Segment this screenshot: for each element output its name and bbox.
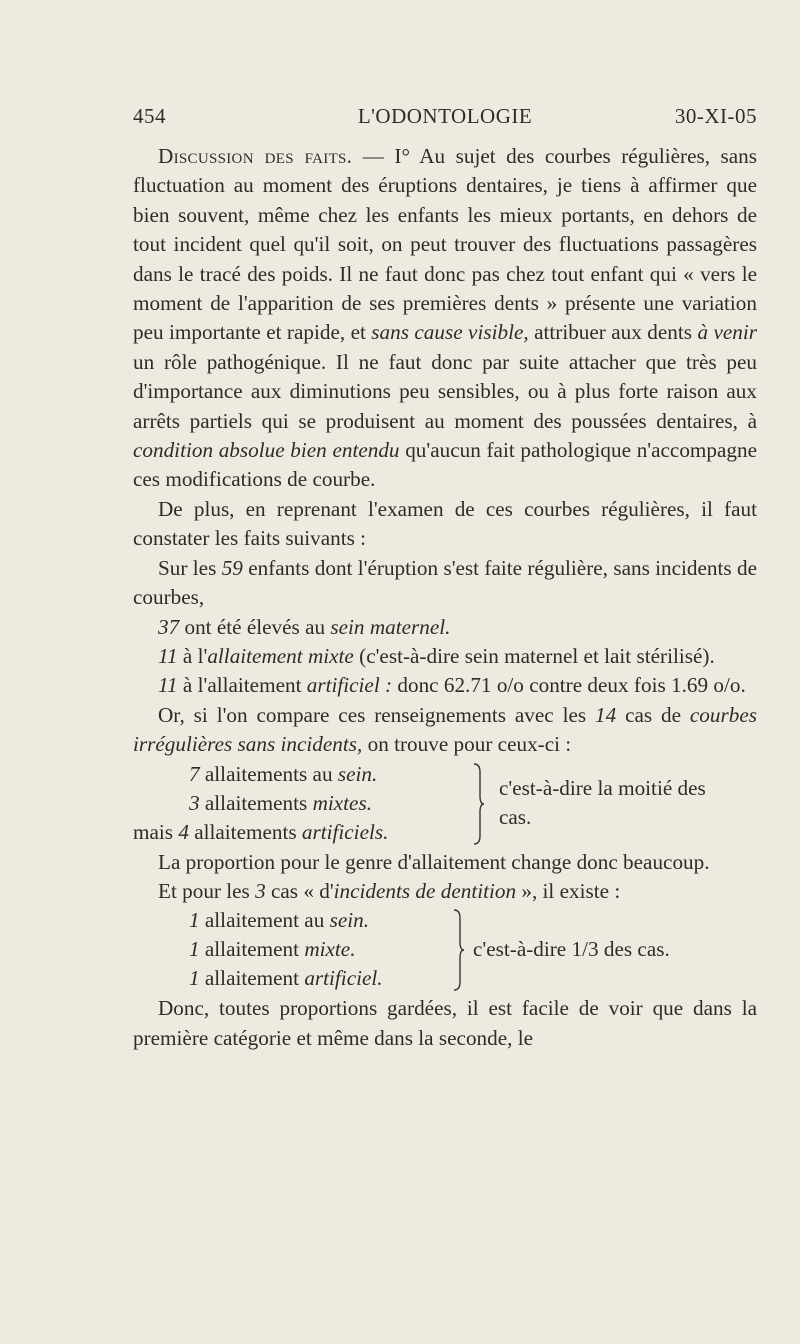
italic-text: sein maternel. [330, 614, 451, 639]
number: 1 [189, 937, 200, 962]
number: 1 [189, 908, 200, 933]
text: Sur les [158, 555, 222, 580]
number: 11 [158, 673, 178, 698]
paragraph [133, 554, 757, 613]
italic-text: mixte. [304, 937, 356, 962]
paragraph: La proportion pour le genre d'allaitement change donc beaucoup. [158, 849, 710, 874]
paragraph [133, 701, 757, 760]
number: 4 [178, 819, 189, 844]
text: », il existe : [516, 878, 621, 903]
list-line [189, 789, 372, 818]
italic-text: courbes irrégulières sans incidents, [133, 702, 757, 757]
number: 14 [595, 702, 617, 727]
text: (c'est-à-dire sein maternel et lait stérilisé). [353, 643, 715, 668]
page-number: 454 [133, 104, 166, 128]
number: 7 [189, 761, 200, 786]
issue-date: 30-XI-05 [674, 104, 757, 128]
number: 37 [158, 614, 180, 639]
feeding-list-incidents [133, 906, 757, 994]
italic-text: condition absolue bien entendu [133, 438, 400, 463]
brace-note [499, 774, 757, 832]
page-body [133, 142, 757, 1053]
text: enfants dont l'éruption s'est faite régulière, sans incidents de courbes, [133, 555, 758, 610]
text: donc 62.71 o/o contre deux fois 1.69 o/o. [392, 673, 746, 698]
text: allaitements [188, 819, 302, 844]
text: attribuer aux dents [528, 320, 698, 345]
right-brace [451, 908, 465, 992]
italic-text: à venir [697, 320, 757, 345]
italic-text: sein. [329, 908, 370, 933]
text: à l' [177, 643, 208, 668]
text: qu'aucun fait pathologique n'accompagne ces modifications de courbe. [133, 438, 757, 492]
italic-text: artificiel : [306, 673, 393, 698]
number: 1 [189, 966, 200, 991]
text: un rôle pathogénique. Il ne faut donc par suite attacher que très peu d'importance aux diminutions peu sensibles, ou à plus forte raison aux arrêts partiels qui se produisent au moment des poussées dentaires, à [133, 349, 757, 433]
text: allaitements [199, 790, 313, 815]
italic-text: mixtes. [312, 790, 372, 815]
italic-text: artificiel. [304, 966, 383, 991]
paragraph [133, 613, 757, 642]
italic-text: allaitement mixte [207, 643, 354, 668]
number: 59 [221, 555, 243, 580]
italic-text: sein. [337, 761, 378, 786]
list-line [189, 760, 377, 789]
italic-text: incidents de dentition [333, 878, 517, 903]
text: cas « d' [265, 878, 334, 903]
brace-note: c'est-à-dire 1/3 des cas. [473, 937, 670, 962]
text: on trouve pour ceux-ci : [362, 732, 572, 757]
list-line [189, 935, 356, 964]
text: ont été élevés au [179, 614, 331, 639]
text: allaitements au [199, 761, 338, 786]
text: mais [133, 819, 179, 844]
list-line [133, 818, 388, 847]
note-line: cas. [499, 804, 532, 829]
note-line: c'est-à-dire la moitié des [499, 775, 706, 800]
paragraph [133, 877, 757, 906]
right-brace [471, 762, 485, 846]
number: 11 [158, 643, 178, 668]
text: allaitement au [199, 908, 330, 933]
italic-text: artificiels. [301, 819, 389, 844]
text: à l'allaitement [177, 673, 307, 698]
text: Or, si l'on compare ces renseignements avec les [158, 702, 596, 727]
text: — I° Au sujet des courbes régulières, sans fluctuation au moment des éruptions dentaires, je tiens à affirmer que bien souvent, même chez les enfants les mieux portants, en dehors de tout incident quel qu'il soit, on peut trouver des fluctuations passagères dans le tracé des poids. Il ne faut donc pas chez tout enfant qui « vers le moment de l'apparition de ses premières dents » présente une variation peu importante et rapide, et [133, 144, 757, 345]
text: allaitement [199, 937, 305, 962]
number: 3 [189, 790, 200, 815]
paragraph: De plus, en reprenant l'examen de ces courbes régulières, il faut constater les faits suivants : [133, 496, 757, 551]
paragraph-discussion [133, 142, 757, 495]
text: Et pour les [158, 878, 256, 903]
paragraph [133, 671, 757, 700]
italic-text: sans cause visible, [371, 320, 529, 345]
section-heading: Discussion des faits. [158, 144, 353, 168]
list-line [189, 906, 369, 935]
feeding-list-irregular [133, 760, 757, 848]
text: allaitement [199, 966, 305, 991]
journal-title: L'ODONTOLOGIE [357, 104, 533, 128]
text: cas de [616, 702, 690, 727]
number: 3 [255, 878, 266, 903]
paragraph [133, 642, 757, 671]
list-line [189, 964, 383, 993]
paragraph: Donc, toutes proportions gardées, il est facile de voir que dans la première catégorie et même dans la seconde, le [133, 996, 757, 1050]
